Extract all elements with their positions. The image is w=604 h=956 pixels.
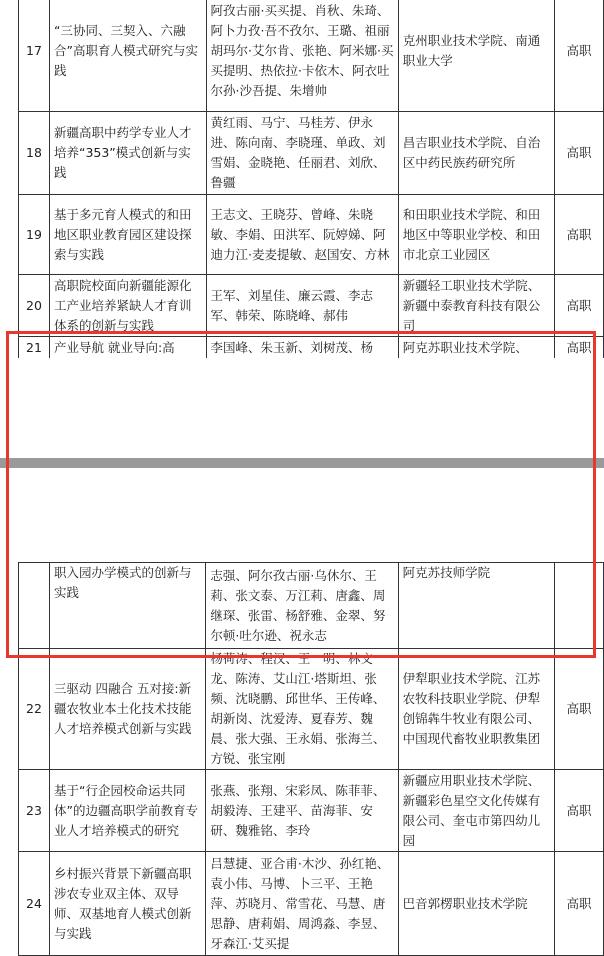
- member-names: 李国峰、朱玉新、刘树茂、杨: [206, 337, 398, 359]
- institutions: 伊犁职业技术学院、江苏农牧科技职业学院、伊犁创锦犇牛牧业有限公司、中国现代畜牧业职教集团: [398, 649, 554, 770]
- table-row: [19, 195, 604, 275]
- level: 高职: [555, 337, 604, 359]
- institutions: 和田职业技术学院、和田地区中等职业学校、和田市北京工业园区: [398, 195, 554, 275]
- row-number: [19, 563, 50, 649]
- row-number: 23: [19, 770, 50, 852]
- member-names: 黄红雨、马宁、马桂芳、伊永进、陈向南、李晓瑾、单政、刘雪娟、金晓艳、任丽君、刘欣、鲁疆: [206, 112, 398, 195]
- project-title: 高职院校面向新疆能源化工产业培养紧缺人才育训体系的创新与实践: [49, 275, 206, 337]
- row-number: 17: [19, 0, 50, 112]
- institutions: 阿克苏技师学院: [398, 563, 554, 649]
- level: 高职: [555, 112, 604, 195]
- level: 高职: [555, 195, 604, 275]
- table-row: [19, 770, 604, 852]
- table-row: [19, 275, 604, 337]
- member-names: 杨荷涛、程汉、王一明、林文龙、陈涛、艾山江·塔斯坦、张频、沈晓鹏、邱世华、王传峰、胡新岗、沈爱涛、夏春芳、魏晨、张大强、王永娟、张海兰、方锐、张宝刚: [206, 649, 398, 770]
- awards-table-top: [18, 0, 604, 358]
- level: 高职: [555, 0, 604, 112]
- project-title: 职入园办学模式的创新与实践: [49, 563, 205, 649]
- member-names: 阿孜古丽·买买提、肖秋、朱琦、阿卜力孜·吾不孜尔、王璐、祖丽胡玛尔·艾尔肯、张艳、阿米娜·买买提明、热依拉·卡依木、阿衣吐尔孙·沙吾提、朱增帅: [206, 0, 398, 112]
- member-names: 王军、刘星佳、廉云霞、李志军、韩荣、陈晓峰、郝伟: [206, 275, 398, 337]
- row-number: 22: [19, 649, 50, 770]
- table-row: [19, 0, 604, 112]
- table-row: [19, 852, 604, 956]
- table-row: [19, 649, 604, 770]
- level: 高职: [555, 852, 604, 956]
- institutions: 巴音郭楞职业技术学院: [398, 852, 554, 956]
- member-names: 吕慧捷、亚合甫·木沙、孙红艳、袁小伟、马博、卜三平、王艳萍、苏晓月、常雪花、马慧、唐思静、唐莉娟、周鸿淼、李昱、牙森江·艾买提: [206, 852, 398, 956]
- member-names: 王志文、王晓芬、曾峰、朱晓敏、李娟、田洪军、阮婷娣、阿迪力江·麦麦提敏、赵国安、方林: [206, 195, 398, 275]
- institutions: 昌吉职业技术学院、自治区中药民族药研究所: [398, 112, 554, 195]
- institutions: 阿克苏职业技术学院、: [398, 337, 554, 359]
- institutions: 克州职业技术学院、南通职业大学: [398, 0, 554, 112]
- page-break-divider: [0, 458, 604, 468]
- table-row: [19, 112, 604, 195]
- table-row: [19, 337, 604, 359]
- project-title: “三协同、三契入、六融合”高职育人模式研究与实践: [49, 0, 206, 112]
- page-bottom-fragment: [0, 562, 604, 956]
- page-top-fragment: [0, 0, 604, 358]
- level: 高职: [555, 649, 604, 770]
- institutions: 新疆轻工职业技术学院、新疆中泰教育科技有限公司: [398, 275, 554, 337]
- awards-table-bottom: [18, 562, 604, 956]
- row-number: 18: [19, 112, 50, 195]
- level: [555, 563, 604, 649]
- table-row: [19, 563, 604, 649]
- row-number: 21: [19, 337, 50, 359]
- project-title: 乡村振兴背景下新疆高职涉农专业双主体、双导师、双基地育人模式创新与实践: [49, 852, 205, 956]
- project-title: 三驱动 四融合 五对接:新疆农牧业本土化技术技能人才培养模式创新与实践: [49, 649, 205, 770]
- institutions: 新疆应用职业技术学院、新疆彩色星空文化传媒有限公司、奎屯市第四幼儿园: [398, 770, 554, 852]
- row-number: 24: [19, 852, 50, 956]
- level: 高职: [555, 770, 604, 852]
- project-title: 基于“行企园校命运共同体”的边疆高职学前教育专业人才培养模式的研究: [49, 770, 205, 852]
- project-title: 新疆高职中药学专业人才培养“353”模式创新与实践: [49, 112, 206, 195]
- member-names: 志强、阿尔孜古丽·乌休尔、王莉、张文泰、万江莉、唐鑫、周继琛、张雷、杨舒雅、金翠、努尔顿·吐尔逊、祝永志: [206, 563, 398, 649]
- member-names: 张燕、张翔、宋彩凤、陈菲菲、胡毅涛、王建平、苗海菲、安研、魏雅铭、李玲: [206, 770, 398, 852]
- project-title: 基于多元育人模式的和田地区职业教育园区建设探索与实践: [49, 195, 206, 275]
- project-title: 产业导航 就业导向:高: [49, 337, 206, 359]
- row-number: 19: [19, 195, 50, 275]
- level: 高职: [555, 275, 604, 337]
- row-number: 20: [19, 275, 50, 337]
